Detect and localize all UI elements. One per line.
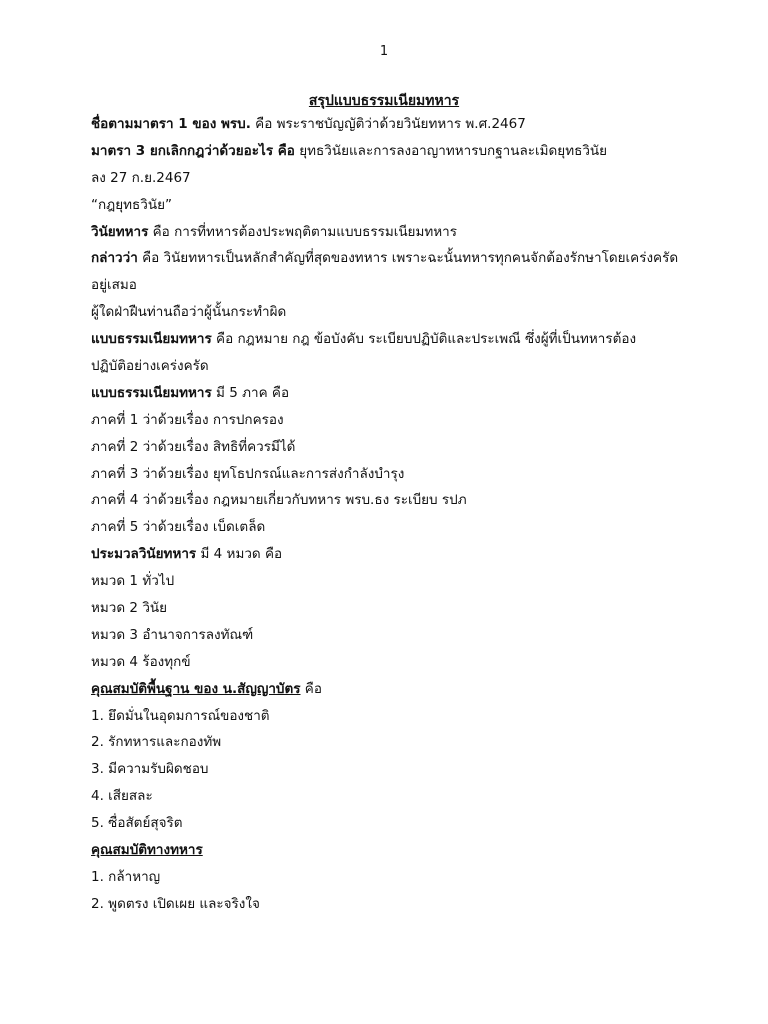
text-line: [91, 412, 711, 439]
text-line: [91, 681, 711, 708]
text-line: [91, 869, 711, 896]
text-line: [91, 734, 711, 761]
line-text: คือ วินัยทหารเป็นหลักสำคัญที่สุดของทหาร เพราะฉะนั้นทหารทุกคนจักต้องรักษาโดยเคร่งครัด: [137, 250, 679, 267]
bold-term: คุณสมบัติพื้นฐาน ของ น.สัญญาบัตร: [91, 680, 301, 697]
bold-term: คุณสมบัติทางทหาร: [91, 842, 203, 859]
page-number: 1: [379, 44, 389, 59]
text-line: [91, 385, 711, 412]
line-text: ภาคที่ 5 ว่าด้วยเรื่อง เบ็ดเตล็ด: [91, 519, 266, 536]
text-line: [91, 197, 711, 224]
line-text: หมวด 4 ร้องทุกข์: [91, 653, 191, 670]
bold-term: แบบธรรมเนียมทหาร: [91, 331, 212, 348]
text-line: [91, 304, 711, 331]
line-text: ภาคที่ 3 ว่าด้วยเรื่อง ยุทโธปกรณ์และการส่งกำลังบำรุง: [91, 465, 405, 482]
line-text: คือ การที่ทหารต้องประพฤติตามแบบธรรมเนียมทหาร: [148, 223, 458, 240]
line-text: 2. รักทหารและกองทัพ: [91, 734, 222, 751]
line-text: 1. ยึดมั่นในอุดมการณ์ของชาติ: [91, 707, 270, 724]
line-text: ลง 27 ก.ย.2467: [91, 169, 191, 186]
line-text: อยู่เสมอ: [91, 277, 137, 294]
line-text: ภาคที่ 1 ว่าด้วยเรื่อง การปกครอง: [91, 411, 284, 428]
text-line: [91, 466, 711, 493]
bold-term: ประมวลวินัยทหาร: [91, 546, 197, 563]
text-line: [91, 761, 711, 788]
line-text: 4. เสียสละ: [91, 788, 153, 805]
document-body: [91, 116, 711, 923]
line-text: 1. กล้าหาญ: [91, 868, 161, 885]
line-text: ภาคที่ 4 ว่าด้วยเรื่อง กฎหมายเกี่ยวกับทหาร พรบ.ธง ระเบียบ รปภ: [91, 492, 467, 509]
line-text: ปฏิบัติอย่างเคร่งครัด: [91, 358, 209, 375]
text-line: [91, 250, 711, 277]
line-text: คือ พระราชบัญญัติว่าด้วยวินัยทหาร พ.ศ.2467: [250, 116, 526, 132]
line-text: หมวด 2 วินัย: [91, 600, 168, 617]
text-line: [91, 439, 711, 466]
text-line: [91, 277, 711, 304]
line-text: มี 5 ภาค คือ: [211, 384, 290, 401]
text-line: [91, 492, 711, 519]
text-line: [91, 519, 711, 546]
text-line: [91, 627, 711, 654]
text-line: [91, 224, 711, 251]
text-line: [91, 788, 711, 815]
line-text: หมวด 1 ทั่วไป: [91, 573, 175, 590]
line-text: ยุทธวินัยและการลงอาญาทหารบกฐานละเมิดยุทธวินัย: [294, 142, 608, 159]
line-text: 5. ซื่อสัตย์สุจริต: [91, 815, 183, 832]
text-line: [91, 896, 711, 923]
text-line: [91, 143, 711, 170]
text-line: [91, 600, 711, 627]
line-text: ภาคที่ 2 ว่าด้วยเรื่อง สิทธิที่ควรมีได้: [91, 438, 296, 455]
text-line: [91, 654, 711, 681]
text-line: [91, 573, 711, 600]
bold-term: กล่าวว่า: [91, 250, 138, 267]
line-text: หมวด 3 อำนาจการลงทัณฑ์: [91, 626, 254, 643]
text-line: [91, 358, 711, 385]
line-text: มี 4 หมวด คือ: [196, 546, 283, 563]
line-text: ผู้ใดฝ่าฝืนท่านถือว่าผู้นั้นกระทำผิด: [91, 304, 287, 321]
text-line: [91, 331, 711, 358]
text-line: [91, 116, 711, 143]
line-text: 2. พูดตรง เปิดเผย และจริงใจ: [91, 895, 260, 912]
text-line: [91, 842, 711, 869]
line-text: “กฎยุทธวินัย”: [91, 196, 172, 213]
bold-term: วินัยทหาร: [91, 223, 149, 240]
line-text: 3. มีความรับผิดชอบ: [91, 761, 209, 778]
bold-term: ชื่อตามมาตรา 1 ของ พรบ.: [91, 116, 251, 132]
text-line: [91, 546, 711, 573]
text-line: [91, 708, 711, 735]
bold-term: มาตรา 3 ยกเลิกกฎว่าด้วยอะไร คือ: [91, 142, 295, 159]
text-line: [91, 170, 711, 197]
line-text: คือ: [300, 680, 322, 697]
bold-term: แบบธรรมเนียมทหาร: [91, 384, 212, 401]
line-text: คือ กฎหมาย กฎ ข้อบังคับ ระเบียบปฏิบัติและประเพณี ซึ่งผู้ที่เป็นทหารต้อง: [211, 331, 637, 348]
document-title: สรุปแบบธรรมเนียมทหาร: [308, 93, 460, 109]
text-line: [91, 815, 711, 842]
